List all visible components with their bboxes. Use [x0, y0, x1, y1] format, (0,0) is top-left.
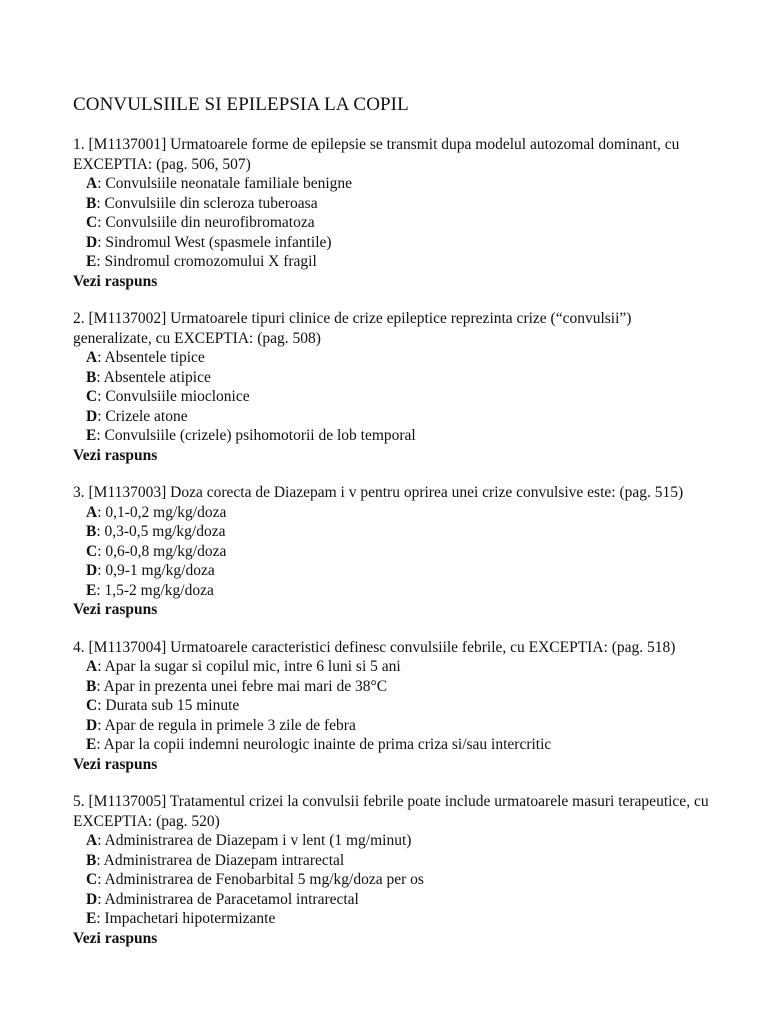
- answer-option-c: [73, 870, 713, 890]
- question-block: [73, 638, 713, 775]
- option-letter: E: [86, 581, 97, 599]
- option-letter: D: [86, 407, 98, 425]
- option-text: : 0,1-0,2 mg/kg/doza: [97, 503, 227, 521]
- question-block: [73, 135, 713, 291]
- option-text: : Sindromul cromozomului X fragil: [96, 253, 317, 270]
- question-stem: 1. [M1137001] Urmatoarele forme de epilepsie se transmit dupa modelul autozomal dominant, cu EXCEPTIA: (pag. 506, 507): [73, 136, 680, 173]
- question-block: [73, 309, 713, 465]
- option-text: : Sindromul West (spasmele infantile): [97, 233, 332, 251]
- option-letter: C: [86, 871, 98, 888]
- question-stem: 4. [M1137004] Urmatoarele caracteristici definesc convulsiile febrile, cu EXCEPTIA: (pag. 518): [73, 638, 676, 656]
- option-text: : 0,6-0,8 mg/kg/doza: [97, 542, 227, 560]
- answer-option-e: [73, 735, 713, 755]
- show-answer-link[interactable]: Vezi raspuns: [73, 272, 158, 290]
- option-letter: D: [86, 562, 98, 579]
- question-block: [73, 792, 713, 948]
- option-letter: C: [86, 214, 98, 231]
- option-list: [73, 174, 713, 272]
- option-letter: E: [86, 910, 97, 927]
- option-text: : Administrarea de Diazepam intrarectal: [96, 851, 345, 869]
- answer-option-b: [73, 851, 713, 871]
- question-list: [73, 135, 713, 966]
- option-text: : Convulsiile mioclonice: [97, 388, 250, 405]
- answer-option-c: [73, 213, 713, 233]
- option-text: : Administrarea de Fenobarbital 5 mg/kg/doza per os: [97, 871, 424, 888]
- option-letter: B: [86, 677, 97, 695]
- option-letter: B: [86, 523, 97, 540]
- answer-option-c: [73, 387, 713, 407]
- option-text: : Absentele atipice: [96, 368, 211, 386]
- answer-option-d: [73, 233, 713, 253]
- option-text: : Apar in prezenta unei febre mai mari de 38°C: [96, 677, 388, 695]
- option-letter: A: [86, 503, 98, 521]
- option-text: : Convulsiile din scleroza tuberoasa: [96, 194, 318, 212]
- show-answer-link[interactable]: Vezi raspuns: [73, 446, 158, 464]
- option-text: : Administrarea de Diazepam i v lent (1 mg/minut): [97, 832, 412, 849]
- show-answer-link[interactable]: Vezi raspuns: [73, 929, 158, 947]
- option-text: : Crizele atone: [97, 407, 188, 425]
- answer-option-b: [73, 522, 713, 542]
- answer-option-b: [73, 194, 713, 214]
- option-text: : Administrarea de Paracetamol intrarectal: [97, 890, 359, 908]
- option-letter: B: [86, 194, 97, 212]
- question-stem: 2. [M1137002] Urmatoarele tipuri clinice de crize epileptice reprezinta crize (“convulsii”) generalizate, cu EXCEPTIA: (pag. 508): [73, 310, 632, 347]
- option-text: : Apar la sugar si copilul mic, intre 6 luni si 5 ani: [97, 658, 401, 675]
- option-list: [73, 831, 713, 929]
- option-letter: C: [86, 388, 98, 405]
- option-letter: C: [86, 542, 98, 560]
- answer-option-e: [73, 252, 713, 272]
- option-list: [73, 503, 713, 601]
- answer-option-a: [73, 503, 713, 523]
- option-text: : 0,9-1 mg/kg/doza: [97, 562, 215, 579]
- answer-option-a: [73, 348, 713, 368]
- answer-option-d: [73, 890, 713, 910]
- option-letter: B: [86, 368, 97, 386]
- option-text: : 0,3-0,5 mg/kg/doza: [96, 523, 226, 540]
- option-letter: A: [86, 175, 98, 192]
- answer-option-d: [73, 561, 713, 581]
- option-letter: D: [86, 890, 98, 908]
- option-text: : Convulsiile (crizele) psihomotorii de lob temporal: [96, 427, 416, 444]
- answer-option-d: [73, 407, 713, 427]
- answer-option-a: [73, 831, 713, 851]
- option-letter: E: [86, 427, 97, 444]
- answer-option-b: [73, 677, 713, 697]
- question-stem: 3. [M1137003] Doza corecta de Diazepam i v pentru oprirea unei crize convulsive este: (pag. 515): [73, 484, 684, 501]
- question-stem: 5. [M1137005] Tratamentul crizei la convulsii febrile poate include urmatoarele masuri terapeutice, cu EXCEPTIA: (pag. 520): [73, 793, 709, 830]
- option-text: : Convulsiile din neurofibromatoza: [97, 214, 315, 231]
- option-text: : Apar de regula in primele 3 zile de febra: [97, 716, 356, 734]
- answer-option-e: [73, 909, 713, 929]
- option-letter: A: [86, 832, 98, 849]
- option-text: : Absentele tipice: [97, 349, 205, 366]
- answer-option-e: [73, 426, 713, 446]
- option-list: [73, 657, 713, 755]
- option-text: : Durata sub 15 minute: [97, 697, 240, 714]
- option-letter: B: [86, 851, 97, 869]
- option-text: : Apar la copii indemni neurologic inainte de prima criza si/sau intercritic: [96, 736, 552, 753]
- option-text: : Impachetari hipotermizante: [96, 910, 276, 927]
- option-letter: E: [86, 736, 97, 753]
- page-title: CONVULSIILE SI EPILEPSIA LA COPIL: [73, 94, 409, 115]
- option-text: : 1,5-2 mg/kg/doza: [96, 581, 214, 599]
- option-letter: E: [86, 253, 97, 270]
- answer-option-b: [73, 368, 713, 388]
- option-text: : Convulsiile neonatale familiale benigne: [97, 175, 353, 192]
- option-letter: D: [86, 233, 98, 251]
- answer-option-d: [73, 716, 713, 736]
- answer-option-c: [73, 696, 713, 716]
- option-list: [73, 348, 713, 446]
- option-letter: C: [86, 697, 98, 714]
- answer-option-a: [73, 174, 713, 194]
- show-answer-link[interactable]: Vezi raspuns: [73, 755, 158, 773]
- answer-option-c: [73, 542, 713, 562]
- option-letter: D: [86, 716, 98, 734]
- option-letter: A: [86, 349, 98, 366]
- question-block: [73, 483, 713, 620]
- answer-option-e: [73, 581, 713, 601]
- answer-option-a: [73, 657, 713, 677]
- option-letter: A: [86, 658, 98, 675]
- show-answer-link[interactable]: Vezi raspuns: [73, 601, 158, 618]
